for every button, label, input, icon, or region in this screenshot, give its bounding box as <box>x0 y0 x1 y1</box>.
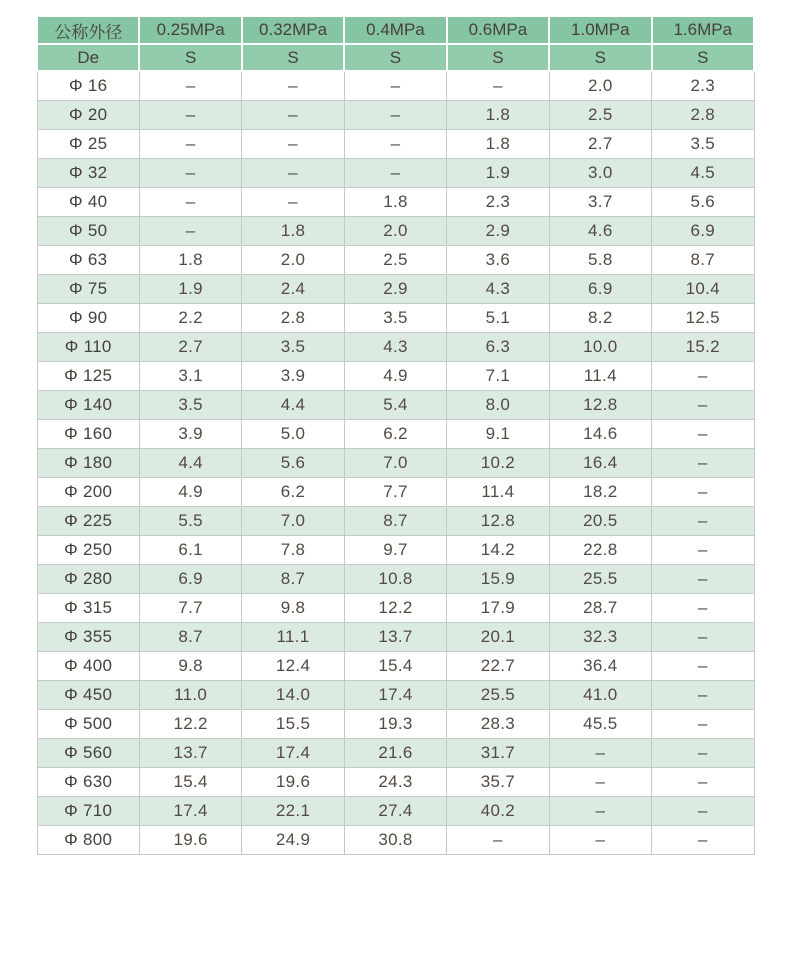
thickness-value-cell: – <box>139 217 241 246</box>
thickness-value-cell: 27.4 <box>344 797 446 826</box>
thickness-value-cell: 6.9 <box>549 275 651 304</box>
table-header <box>37 16 754 71</box>
thickness-value-cell: 13.7 <box>139 739 241 768</box>
thickness-value-cell: 45.5 <box>549 710 651 739</box>
thickness-value-cell: 15.5 <box>242 710 344 739</box>
s-subheader: S <box>549 44 651 71</box>
thickness-value-cell: 25.5 <box>549 565 651 594</box>
diameter-cell: Φ 630 <box>37 768 139 797</box>
thickness-value-cell: – <box>139 130 241 159</box>
thickness-value-cell: 4.6 <box>549 217 651 246</box>
de-header: De <box>37 44 139 71</box>
diameter-cell: Φ 50 <box>37 217 139 246</box>
thickness-value-cell: – <box>242 188 344 217</box>
table-row <box>37 507 754 536</box>
thickness-value-cell: – <box>242 130 344 159</box>
thickness-value-cell: – <box>652 507 754 536</box>
thickness-value-cell: 8.7 <box>344 507 446 536</box>
thickness-value-cell: 2.8 <box>242 304 344 333</box>
table-row <box>37 275 754 304</box>
thickness-value-cell: 16.4 <box>549 449 651 478</box>
s-subheader: S <box>139 44 241 71</box>
thickness-value-cell: 2.0 <box>344 217 446 246</box>
thickness-value-cell: 18.2 <box>549 478 651 507</box>
thickness-value-cell: 2.7 <box>549 130 651 159</box>
thickness-value-cell: 8.2 <box>549 304 651 333</box>
thickness-value-cell: 36.4 <box>549 652 651 681</box>
diameter-cell: Φ 180 <box>37 449 139 478</box>
thickness-value-cell: 22.1 <box>242 797 344 826</box>
diameter-cell: Φ 32 <box>37 159 139 188</box>
thickness-value-cell: 2.7 <box>139 333 241 362</box>
thickness-value-cell: 2.3 <box>652 71 754 101</box>
thickness-value-cell: 15.4 <box>344 652 446 681</box>
diameter-cell: Φ 560 <box>37 739 139 768</box>
thickness-value-cell: 10.0 <box>549 333 651 362</box>
table-row <box>37 188 754 217</box>
thickness-value-cell: 24.3 <box>344 768 446 797</box>
thickness-value-cell: 2.2 <box>139 304 241 333</box>
thickness-value-cell: – <box>344 71 446 101</box>
pipe-wall-thickness-table <box>36 15 755 855</box>
pressure-header-row <box>37 16 754 44</box>
thickness-value-cell: – <box>549 768 651 797</box>
thickness-value-cell: 17.4 <box>344 681 446 710</box>
thickness-value-cell: 12.2 <box>344 594 446 623</box>
table-row <box>37 681 754 710</box>
thickness-value-cell: 30.8 <box>344 826 446 855</box>
diameter-cell: Φ 40 <box>37 188 139 217</box>
thickness-value-cell: – <box>447 826 549 855</box>
thickness-value-cell: 3.7 <box>549 188 651 217</box>
thickness-value-cell: 11.4 <box>447 478 549 507</box>
diameter-cell: Φ 140 <box>37 391 139 420</box>
diameter-cell: Φ 400 <box>37 652 139 681</box>
s-subheader: S <box>447 44 549 71</box>
thickness-value-cell: 6.2 <box>344 420 446 449</box>
thickness-value-cell: – <box>652 768 754 797</box>
thickness-value-cell: – <box>139 101 241 130</box>
thickness-value-cell: 1.9 <box>447 159 549 188</box>
diameter-cell: Φ 125 <box>37 362 139 391</box>
thickness-value-cell: 1.8 <box>344 188 446 217</box>
thickness-value-cell: 12.4 <box>242 652 344 681</box>
thickness-value-cell: – <box>242 159 344 188</box>
thickness-value-cell: – <box>652 536 754 565</box>
thickness-value-cell: 6.3 <box>447 333 549 362</box>
thickness-value-cell: 19.6 <box>139 826 241 855</box>
thickness-value-cell: 4.3 <box>447 275 549 304</box>
s-subheader-row <box>37 44 754 71</box>
table-row <box>37 594 754 623</box>
thickness-value-cell: 10.2 <box>447 449 549 478</box>
thickness-value-cell: 9.8 <box>242 594 344 623</box>
thickness-value-cell: – <box>549 797 651 826</box>
thickness-value-cell: – <box>447 71 549 101</box>
thickness-value-cell: 1.8 <box>447 130 549 159</box>
thickness-value-cell: – <box>652 826 754 855</box>
thickness-value-cell: 9.8 <box>139 652 241 681</box>
thickness-value-cell: – <box>652 681 754 710</box>
thickness-value-cell: 11.1 <box>242 623 344 652</box>
s-subheader: S <box>344 44 446 71</box>
thickness-value-cell: – <box>344 101 446 130</box>
thickness-value-cell: 4.4 <box>242 391 344 420</box>
thickness-value-cell: 3.1 <box>139 362 241 391</box>
s-subheader: S <box>242 44 344 71</box>
thickness-value-cell: – <box>652 710 754 739</box>
table-body <box>37 71 754 855</box>
diameter-cell: Φ 250 <box>37 536 139 565</box>
thickness-value-cell: 19.6 <box>242 768 344 797</box>
thickness-value-cell: 8.7 <box>242 565 344 594</box>
thickness-value-cell: 8.7 <box>139 623 241 652</box>
thickness-value-cell: 17.4 <box>139 797 241 826</box>
thickness-value-cell: 10.4 <box>652 275 754 304</box>
thickness-value-cell: 4.5 <box>652 159 754 188</box>
table-row <box>37 130 754 159</box>
table-row <box>37 826 754 855</box>
table-row <box>37 101 754 130</box>
thickness-value-cell: 6.1 <box>139 536 241 565</box>
diameter-cell: Φ 500 <box>37 710 139 739</box>
diameter-cell: Φ 200 <box>37 478 139 507</box>
thickness-value-cell: – <box>344 159 446 188</box>
thickness-value-cell: 1.8 <box>242 217 344 246</box>
table-row <box>37 797 754 826</box>
thickness-value-cell: 7.0 <box>242 507 344 536</box>
thickness-value-cell: 12.8 <box>549 391 651 420</box>
thickness-value-cell: 8.0 <box>447 391 549 420</box>
thickness-value-cell: 20.5 <box>549 507 651 536</box>
thickness-value-cell: – <box>549 739 651 768</box>
thickness-value-cell: 6.9 <box>652 217 754 246</box>
thickness-value-cell: – <box>242 101 344 130</box>
table-row <box>37 333 754 362</box>
table-row <box>37 536 754 565</box>
pressure-header-0.4mpa: 0.4MPa <box>344 16 446 44</box>
thickness-value-cell: 3.5 <box>139 391 241 420</box>
diameter-cell: Φ 25 <box>37 130 139 159</box>
thickness-value-cell: 5.6 <box>652 188 754 217</box>
diameter-cell: Φ 90 <box>37 304 139 333</box>
thickness-value-cell: – <box>652 362 754 391</box>
diameter-cell: Φ 63 <box>37 246 139 275</box>
pressure-header-1.0mpa: 1.0MPa <box>549 16 651 44</box>
thickness-value-cell: 15.4 <box>139 768 241 797</box>
thickness-value-cell: 17.9 <box>447 594 549 623</box>
thickness-value-cell: 3.9 <box>139 420 241 449</box>
table-row <box>37 565 754 594</box>
diameter-cell: Φ 16 <box>37 71 139 101</box>
thickness-value-cell: 5.6 <box>242 449 344 478</box>
thickness-value-cell: 13.7 <box>344 623 446 652</box>
thickness-value-cell: 5.1 <box>447 304 549 333</box>
thickness-value-cell: 7.1 <box>447 362 549 391</box>
thickness-value-cell: 12.2 <box>139 710 241 739</box>
table-row <box>37 768 754 797</box>
thickness-value-cell: 31.7 <box>447 739 549 768</box>
thickness-value-cell: – <box>652 420 754 449</box>
thickness-value-cell: – <box>139 159 241 188</box>
thickness-value-cell: 2.5 <box>549 101 651 130</box>
thickness-value-cell: 2.4 <box>242 275 344 304</box>
table-row <box>37 71 754 101</box>
thickness-value-cell: 28.7 <box>549 594 651 623</box>
diameter-cell: Φ 315 <box>37 594 139 623</box>
diameter-cell: Φ 110 <box>37 333 139 362</box>
thickness-value-cell: 1.9 <box>139 275 241 304</box>
thickness-value-cell: 22.8 <box>549 536 651 565</box>
thickness-value-cell: 15.2 <box>652 333 754 362</box>
table-row <box>37 246 754 275</box>
thickness-value-cell: – <box>652 594 754 623</box>
table-row <box>37 652 754 681</box>
thickness-value-cell: 9.1 <box>447 420 549 449</box>
thickness-value-cell: 2.3 <box>447 188 549 217</box>
diameter-cell: Φ 20 <box>37 101 139 130</box>
thickness-value-cell: – <box>652 391 754 420</box>
thickness-value-cell: – <box>549 826 651 855</box>
thickness-value-cell: 17.4 <box>242 739 344 768</box>
thickness-value-cell: 41.0 <box>549 681 651 710</box>
thickness-value-cell: 15.9 <box>447 565 549 594</box>
thickness-value-cell: – <box>652 623 754 652</box>
thickness-value-cell: – <box>652 565 754 594</box>
thickness-value-cell: 3.5 <box>242 333 344 362</box>
thickness-value-cell: – <box>344 130 446 159</box>
pressure-header-0.25mpa: 0.25MPa <box>139 16 241 44</box>
thickness-value-cell: – <box>652 797 754 826</box>
thickness-value-cell: 11.0 <box>139 681 241 710</box>
thickness-value-cell: 2.9 <box>447 217 549 246</box>
diameter-cell: Φ 75 <box>37 275 139 304</box>
table-row <box>37 710 754 739</box>
diameter-cell: Φ 355 <box>37 623 139 652</box>
thickness-value-cell: 5.5 <box>139 507 241 536</box>
thickness-value-cell: 12.5 <box>652 304 754 333</box>
thickness-value-cell: 35.7 <box>447 768 549 797</box>
thickness-value-cell: 3.0 <box>549 159 651 188</box>
thickness-value-cell: 7.7 <box>139 594 241 623</box>
thickness-value-cell: 2.0 <box>549 71 651 101</box>
diameter-cell: Φ 225 <box>37 507 139 536</box>
thickness-value-cell: – <box>652 652 754 681</box>
thickness-value-cell: 12.8 <box>447 507 549 536</box>
thickness-value-cell: 4.3 <box>344 333 446 362</box>
thickness-value-cell: – <box>139 71 241 101</box>
thickness-value-cell: – <box>139 188 241 217</box>
thickness-value-cell: 11.4 <box>549 362 651 391</box>
thickness-value-cell: 9.7 <box>344 536 446 565</box>
thickness-value-cell: 21.6 <box>344 739 446 768</box>
thickness-value-cell: 40.2 <box>447 797 549 826</box>
thickness-value-cell: 1.8 <box>139 246 241 275</box>
table-row <box>37 217 754 246</box>
thickness-value-cell: 10.8 <box>344 565 446 594</box>
nominal-outer-diameter-header: 公称外径 <box>37 16 139 44</box>
thickness-value-cell: 3.5 <box>344 304 446 333</box>
thickness-value-cell: 2.0 <box>242 246 344 275</box>
thickness-value-cell: 14.6 <box>549 420 651 449</box>
table-row <box>37 449 754 478</box>
thickness-value-cell: 4.9 <box>139 478 241 507</box>
thickness-value-cell: 3.6 <box>447 246 549 275</box>
diameter-cell: Φ 160 <box>37 420 139 449</box>
thickness-value-cell: 2.5 <box>344 246 446 275</box>
thickness-value-cell: 5.0 <box>242 420 344 449</box>
pressure-header-0.6mpa: 0.6MPa <box>447 16 549 44</box>
thickness-value-cell: 14.0 <box>242 681 344 710</box>
thickness-value-cell: 5.8 <box>549 246 651 275</box>
thickness-value-cell: 2.8 <box>652 101 754 130</box>
thickness-value-cell: 19.3 <box>344 710 446 739</box>
table-row <box>37 739 754 768</box>
thickness-value-cell: 8.7 <box>652 246 754 275</box>
diameter-cell: Φ 450 <box>37 681 139 710</box>
thickness-value-cell: 7.7 <box>344 478 446 507</box>
diameter-cell: Φ 710 <box>37 797 139 826</box>
pressure-header-0.32mpa: 0.32MPa <box>242 16 344 44</box>
thickness-value-cell: – <box>652 739 754 768</box>
table-row <box>37 420 754 449</box>
thickness-value-cell: 6.2 <box>242 478 344 507</box>
thickness-value-cell: – <box>242 71 344 101</box>
thickness-value-cell: 20.1 <box>447 623 549 652</box>
thickness-value-cell: 7.8 <box>242 536 344 565</box>
thickness-value-cell: – <box>652 449 754 478</box>
thickness-value-cell: 1.8 <box>447 101 549 130</box>
thickness-value-cell: 2.9 <box>344 275 446 304</box>
table-row <box>37 623 754 652</box>
table-row <box>37 362 754 391</box>
thickness-value-cell: 5.4 <box>344 391 446 420</box>
diameter-cell: Φ 280 <box>37 565 139 594</box>
thickness-value-cell: 14.2 <box>447 536 549 565</box>
thickness-value-cell: 4.9 <box>344 362 446 391</box>
thickness-value-cell: 24.9 <box>242 826 344 855</box>
table-row <box>37 304 754 333</box>
thickness-value-cell: 25.5 <box>447 681 549 710</box>
thickness-value-cell: 3.5 <box>652 130 754 159</box>
diameter-cell: Φ 800 <box>37 826 139 855</box>
table-row <box>37 391 754 420</box>
thickness-value-cell: 32.3 <box>549 623 651 652</box>
pressure-header-1.6mpa: 1.6MPa <box>652 16 754 44</box>
thickness-value-cell: 28.3 <box>447 710 549 739</box>
thickness-value-cell: – <box>652 478 754 507</box>
thickness-value-cell: 22.7 <box>447 652 549 681</box>
thickness-value-cell: 3.9 <box>242 362 344 391</box>
table-row <box>37 159 754 188</box>
table-row <box>37 478 754 507</box>
thickness-value-cell: 6.9 <box>139 565 241 594</box>
s-subheader: S <box>652 44 754 71</box>
thickness-value-cell: 7.0 <box>344 449 446 478</box>
thickness-value-cell: 4.4 <box>139 449 241 478</box>
